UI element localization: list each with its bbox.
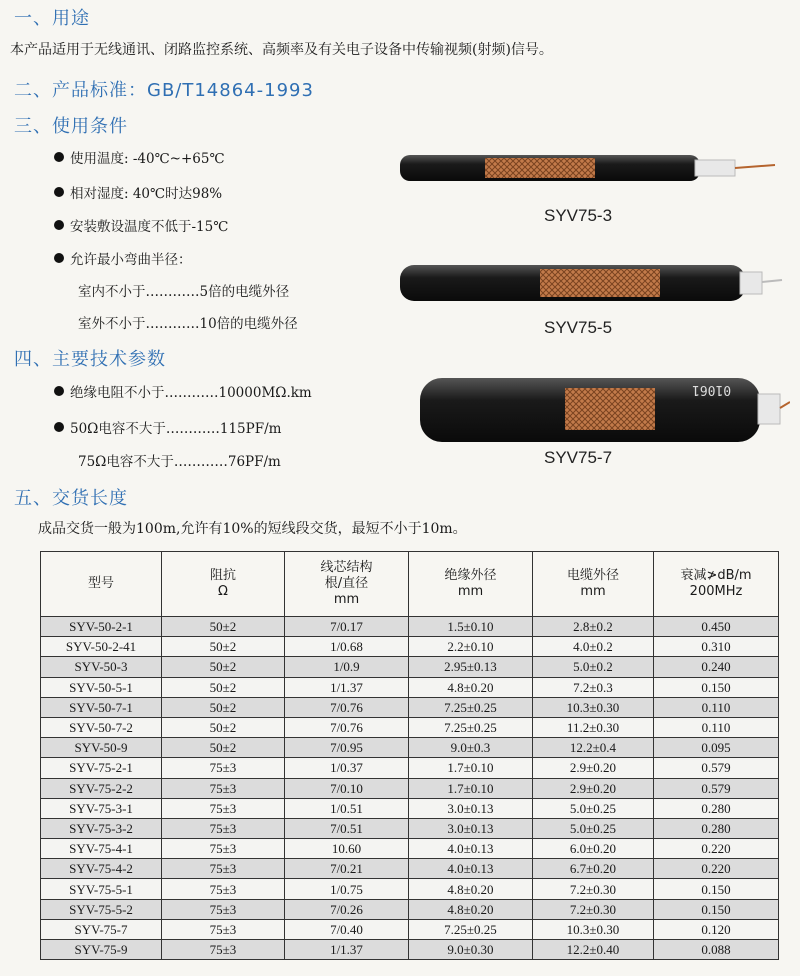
cell-attenuation: 0.310: [654, 637, 779, 657]
header-line: 根/直径: [324, 576, 369, 591]
table-row: [41, 899, 779, 919]
cell-insulation-diameter: 1.5±0.10: [409, 617, 533, 637]
bullet-icon: [54, 187, 64, 197]
cell-model: SYV-75-3-2: [41, 818, 162, 838]
cell-model: SYV-50-5-1: [41, 677, 162, 697]
bend-radius-outdoor: 室外不小于…………10倍的电缆外径: [78, 316, 298, 332]
cable-label-syv75-3: SYV75-3: [544, 206, 613, 225]
section-heading-delivery: 五、交货长度: [14, 488, 128, 509]
table-row: [41, 717, 779, 737]
col-header-attenuation: [654, 552, 779, 617]
cell-model: SYV-75-5-2: [41, 899, 162, 919]
cable-spec-table: [40, 551, 779, 960]
cell-conductor: 7/0.26: [285, 899, 409, 919]
cell-conductor: 1/1.37: [285, 940, 409, 960]
cell-impedance: 50±2: [162, 738, 285, 758]
cell-attenuation: 0.150: [654, 899, 779, 919]
header-line: Ω: [218, 584, 228, 599]
col-header-model: [41, 552, 162, 617]
cell-conductor: 1/0.68: [285, 637, 409, 657]
cell-model: SYV-75-9: [41, 940, 162, 960]
cell-model: SYV-75-7: [41, 919, 162, 939]
cell-conductor: 7/0.76: [285, 697, 409, 717]
param-text: 50Ω电容不大于…………115PF/m: [70, 421, 282, 437]
cable-syv75-5: [400, 265, 782, 301]
cell-cable-diameter: 10.3±0.30: [533, 697, 654, 717]
cable-illustrations: [390, 140, 790, 460]
cell-impedance: 75±3: [162, 940, 285, 960]
bullet-icon: [54, 220, 64, 230]
cell-model: SYV-75-5-1: [41, 879, 162, 899]
col-header-insulation-diameter: [409, 552, 533, 617]
cell-attenuation: 0.280: [654, 798, 779, 818]
condition-text: 允许最小弯曲半径：: [70, 252, 192, 268]
cell-attenuation: 0.579: [654, 778, 779, 798]
cell-conductor: 7/0.76: [285, 717, 409, 737]
condition-text: 相对湿度: 40℃时达98%: [70, 186, 223, 202]
cell-conductor: 7/0.21: [285, 859, 409, 879]
section-heading-parameters: 四、主要技术参数: [14, 349, 166, 370]
cell-cable-diameter: 6.7±0.20: [533, 859, 654, 879]
condition-text: 安装敷设温度不低于-15℃: [70, 219, 229, 235]
table-row: [41, 657, 779, 677]
cell-impedance: 50±2: [162, 617, 285, 637]
cell-conductor: 1/0.75: [285, 879, 409, 899]
table-row: [41, 859, 779, 879]
cell-attenuation: 0.280: [654, 818, 779, 838]
table-row: [41, 818, 779, 838]
cell-model: SYV-50-2-41: [41, 637, 162, 657]
cell-model: SYV-75-2-2: [41, 778, 162, 798]
header-line: 线芯结构: [320, 560, 373, 575]
header-line: 电缆外径: [566, 568, 619, 583]
cell-cable-diameter: 11.2±0.30: [533, 717, 654, 737]
cell-impedance: 50±2: [162, 677, 285, 697]
cell-insulation-diameter: 4.0±0.13: [409, 859, 533, 879]
cell-cable-diameter: 5.0±0.2: [533, 657, 654, 677]
cell-cable-diameter: 6.0±0.20: [533, 839, 654, 859]
cell-conductor: 7/0.10: [285, 778, 409, 798]
cable-syv75-3: [400, 155, 775, 181]
cell-insulation-diameter: 3.0±0.13: [409, 798, 533, 818]
cell-impedance: 75±3: [162, 879, 285, 899]
cell-impedance: 75±3: [162, 919, 285, 939]
header-line: mm: [580, 584, 606, 599]
cell-insulation-diameter: 4.0±0.13: [409, 839, 533, 859]
cell-insulation-diameter: 9.0±0.30: [409, 940, 533, 960]
table-row: [41, 738, 779, 758]
cell-attenuation: 0.220: [654, 859, 779, 879]
usage-text: 本产品适用于无线通讯、闭路监控系统、高频率及有关电子设备中传输视频(射频)信号。: [10, 42, 553, 58]
condition-text: 使用温度: -40℃~+65℃: [70, 151, 225, 167]
section-heading-conditions: 三、使用条件: [14, 116, 128, 137]
cell-insulation-diameter: 4.8±0.20: [409, 899, 533, 919]
cell-cable-diameter: 7.2±0.30: [533, 879, 654, 899]
col-header-cable-diameter: [533, 552, 654, 617]
cell-insulation-diameter: 7.25±0.25: [409, 697, 533, 717]
cell-impedance: 50±2: [162, 717, 285, 737]
cell-cable-diameter: 10.3±0.30: [533, 919, 654, 939]
cell-attenuation: 0.579: [654, 758, 779, 778]
table-body: [41, 617, 779, 960]
param-capacitance-50: [54, 417, 281, 437]
cell-cable-diameter: 12.2±0.4: [533, 738, 654, 758]
delivery-text: 成品交货一般为100m,允许有10%的短线段交货，最短不小于10m。: [38, 521, 467, 537]
cell-cable-diameter: 7.2±0.30: [533, 899, 654, 919]
cell-conductor: 1/1.37: [285, 677, 409, 697]
cell-cable-diameter: 2.8±0.2: [533, 617, 654, 637]
condition-temperature: [54, 147, 225, 167]
param-capacitance-75: 75Ω电容不大于…………76PF/m: [78, 454, 281, 470]
cell-attenuation: 0.088: [654, 940, 779, 960]
cell-cable-diameter: 7.2±0.3: [533, 677, 654, 697]
header-line: mm: [457, 584, 484, 599]
cell-impedance: 75±3: [162, 758, 285, 778]
cell-attenuation: 0.110: [654, 717, 779, 737]
cell-insulation-diameter: 7.25±0.25: [409, 717, 533, 737]
cell-model: SYV-75-2-1: [41, 758, 162, 778]
cell-impedance: 75±3: [162, 778, 285, 798]
cell-insulation-diameter: 3.0±0.13: [409, 818, 533, 838]
cell-attenuation: 0.150: [654, 677, 779, 697]
cell-conductor: 7/0.40: [285, 919, 409, 939]
cell-conductor: 1/0.51: [285, 798, 409, 818]
cell-insulation-diameter: 9.0±0.3: [409, 738, 533, 758]
cell-cable-diameter: 2.9±0.20: [533, 758, 654, 778]
bullet-icon: [54, 152, 64, 162]
header-line: 衰减≯dB/m: [680, 568, 752, 583]
cell-impedance: 75±3: [162, 859, 285, 879]
cell-insulation-diameter: 7.25±0.25: [409, 919, 533, 939]
cell-impedance: 50±2: [162, 657, 285, 677]
cable-syv75-7: [420, 378, 790, 442]
condition-humidity: [54, 182, 222, 202]
condition-install-temp: [54, 215, 228, 235]
cell-insulation-diameter: 4.8±0.20: [409, 879, 533, 899]
cell-impedance: 50±2: [162, 637, 285, 657]
table-row: [41, 919, 779, 939]
cell-conductor: 1/0.9: [285, 657, 409, 677]
cell-impedance: 75±3: [162, 899, 285, 919]
cell-conductor: 7/0.51: [285, 818, 409, 838]
cell-model: SYV-75-4-2: [41, 859, 162, 879]
cell-model: SYV-50-9: [41, 738, 162, 758]
bullet-icon: [54, 386, 64, 396]
header-line: 200MHz: [689, 584, 743, 599]
cell-insulation-diameter: 4.8±0.20: [409, 677, 533, 697]
section-heading-usage: 一、用途: [14, 8, 90, 29]
table-row: [41, 778, 779, 798]
cell-insulation-diameter: 1.7±0.10: [409, 758, 533, 778]
cell-insulation-diameter: 2.2±0.10: [409, 637, 533, 657]
cell-impedance: 50±2: [162, 697, 285, 717]
cell-cable-diameter: 5.0±0.25: [533, 818, 654, 838]
cell-attenuation: 0.240: [654, 657, 779, 677]
bullet-icon: [54, 422, 64, 432]
cell-model: SYV-75-3-1: [41, 798, 162, 818]
cell-attenuation: 0.150: [654, 879, 779, 899]
cell-model: SYV-75-4-1: [41, 839, 162, 859]
table-row: [41, 879, 779, 899]
param-text: 绝缘电阻不小于…………10000MΩ.km: [70, 385, 312, 401]
cell-conductor: 1/0.37: [285, 758, 409, 778]
table-row: [41, 677, 779, 697]
cell-model: SYV-50-2-1: [41, 617, 162, 637]
cell-impedance: 75±3: [162, 818, 285, 838]
table-row: [41, 940, 779, 960]
header-line: 阻抗: [209, 568, 236, 583]
cable-label-syv75-5: SYV75-5: [544, 318, 613, 337]
cell-conductor: 10.60: [285, 839, 409, 859]
cell-attenuation: 0.095: [654, 738, 779, 758]
col-header-impedance: [162, 552, 285, 617]
condition-bend-radius: [54, 248, 192, 268]
cell-cable-diameter: 5.0±0.25: [533, 798, 654, 818]
cell-insulation-diameter: 2.95±0.13: [409, 657, 533, 677]
table-row: [41, 617, 779, 637]
cable-marking: 01061: [692, 382, 732, 397]
table-row: [41, 758, 779, 778]
section-heading-standard: 二、产品标准：GB/T14864-1993: [14, 80, 314, 101]
bend-radius-indoor: 室内不小于…………5倍的电缆外径: [78, 284, 290, 300]
cell-model: SYV-50-3: [41, 657, 162, 677]
col-header-conductor: [285, 552, 409, 617]
cell-attenuation: 0.120: [654, 919, 779, 939]
table-row: [41, 839, 779, 859]
table-header-row: [41, 552, 779, 617]
cell-conductor: 7/0.17: [285, 617, 409, 637]
bullet-icon: [54, 253, 64, 263]
cell-impedance: 75±3: [162, 798, 285, 818]
cell-cable-diameter: 4.0±0.2: [533, 637, 654, 657]
param-insulation-resistance: [54, 381, 312, 401]
cell-impedance: 75±3: [162, 839, 285, 859]
table-row: [41, 637, 779, 657]
table-row: [41, 798, 779, 818]
cell-insulation-diameter: 1.7±0.10: [409, 778, 533, 798]
cell-model: SYV-50-7-1: [41, 697, 162, 717]
header-line: mm: [333, 592, 360, 607]
table-row: [41, 697, 779, 717]
header-line: 型号: [87, 576, 114, 591]
header-line: 绝缘外径: [444, 568, 497, 583]
cell-cable-diameter: 12.2±0.40: [533, 940, 654, 960]
cell-attenuation: 0.220: [654, 839, 779, 859]
cell-attenuation: 0.110: [654, 697, 779, 717]
cell-attenuation: 0.450: [654, 617, 779, 637]
cell-cable-diameter: 2.9±0.20: [533, 778, 654, 798]
cell-conductor: 7/0.95: [285, 738, 409, 758]
cell-model: SYV-50-7-2: [41, 717, 162, 737]
cable-label-syv75-7: SYV75-7: [544, 448, 613, 467]
